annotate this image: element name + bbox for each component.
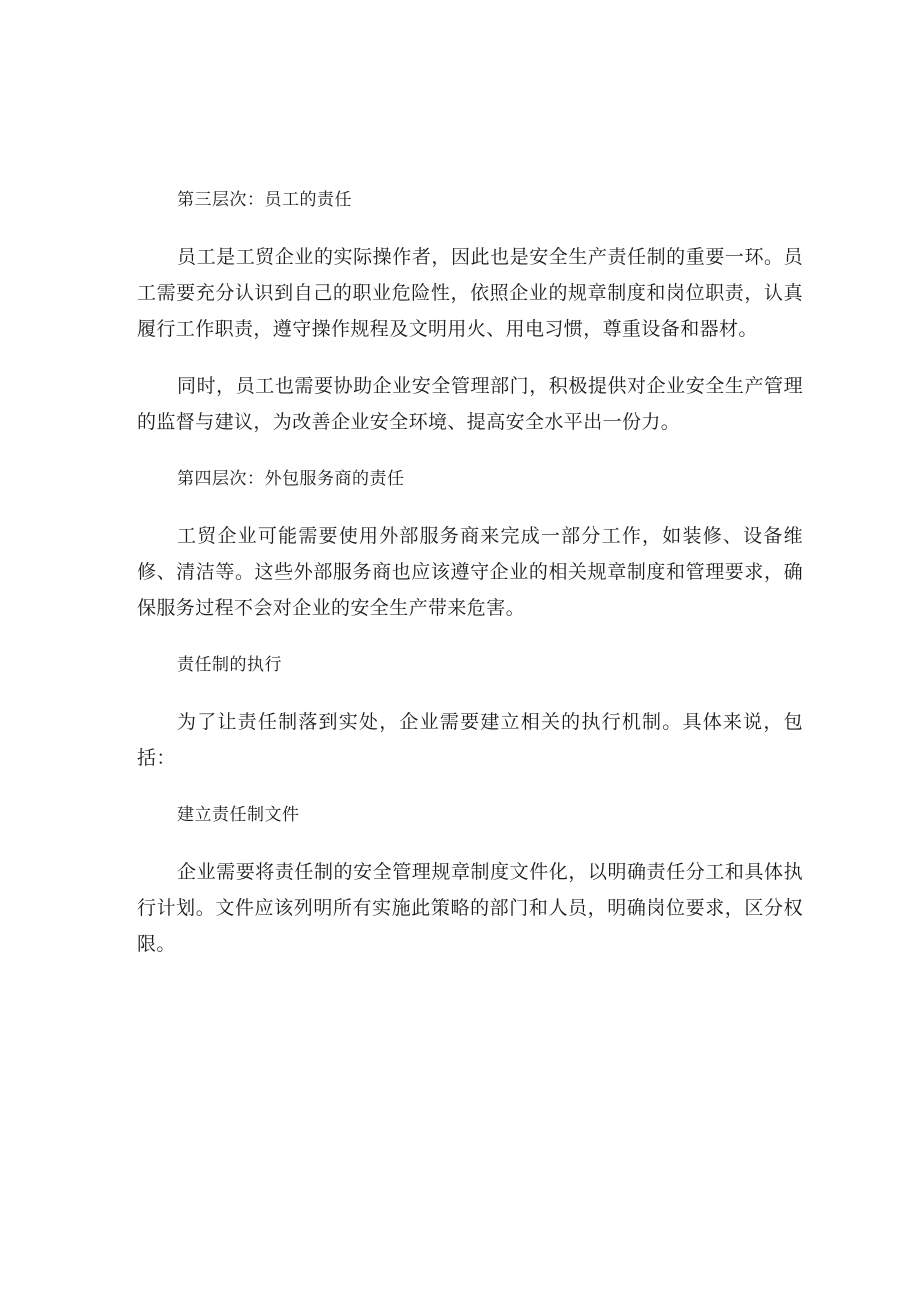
section-heading-employee-responsibility: 第三层次：员工的责任 <box>177 190 352 210</box>
paragraph-execution: 为了让责任制落到实处，企业需要建立相关的执行机制。具体来说，包括： <box>137 711 803 769</box>
section-heading-documentation: 建立责任制文件 <box>177 805 300 825</box>
paragraph-documentation: 企业需要将责任制的安全管理规章制度文件化，以明确责任分工和具体执行计划。文件应该列明所有实施此策略的部门和人员，明确岗位要求，区分权限。 <box>137 861 803 955</box>
section-heading-execution: 责任制的执行 <box>177 655 282 675</box>
document-body <box>137 182 803 983</box>
section-heading-outsourcing-responsibility: 第四层次：外包服务商的责任 <box>177 469 405 489</box>
paragraph-employee-role: 员工是工贸企业的实际操作者，因此也是安全生产责任制的重要一环。员工需要充分认识到自己的职业危险性，依照企业的规章制度和岗位职责，认真履行工作职责，遵守操作规程及文明用火、用电习惯，尊重设备和器材。 <box>137 246 803 340</box>
paragraph-employee-assist: 同时，员工也需要协助企业安全管理部门，积极提供对企业安全生产管理的监督与建议，为改善企业安全环境、提高安全水平出一份力。 <box>137 375 803 433</box>
paragraph-outsourcing: 工贸企业可能需要使用外部服务商来完成一部分工作，如装修、设备维修、清洁等。这些外部服务商也应该遵守企业的相关规章制度和管理要求，确保服务过程不会对企业的安全生产带来危害。 <box>137 525 803 619</box>
